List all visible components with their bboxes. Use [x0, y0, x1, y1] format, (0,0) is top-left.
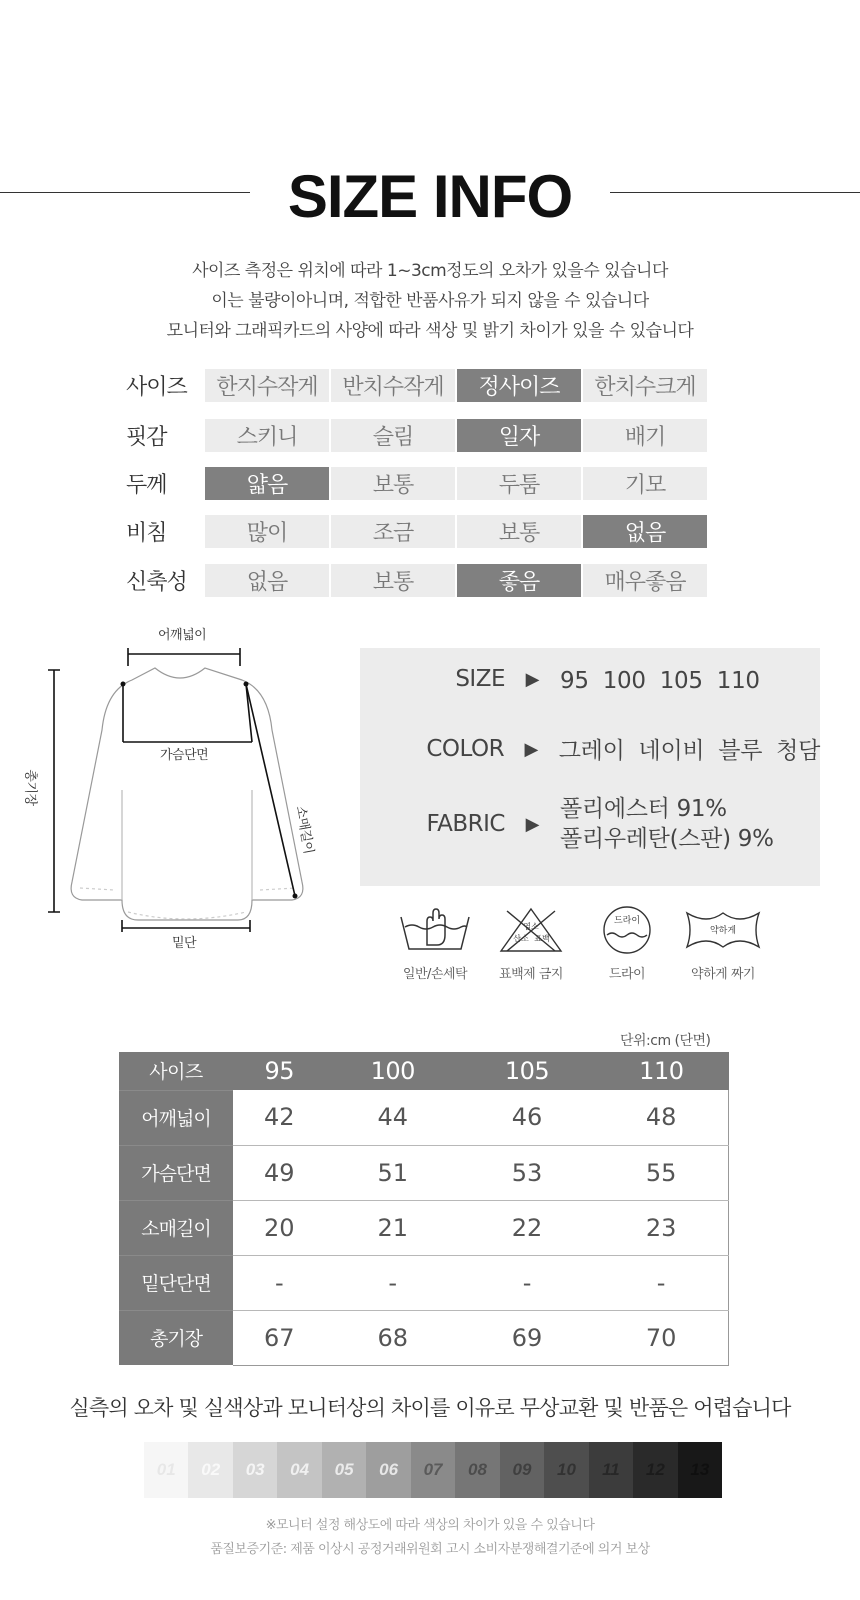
attribute-option: 한치수크게 — [583, 369, 707, 402]
label-chest: 가슴단면 — [160, 748, 209, 763]
attribute-options — [205, 369, 709, 402]
care-wash — [380, 905, 490, 982]
swatch-cell: 05 — [322, 1442, 366, 1498]
table-cell: - — [594, 1255, 728, 1310]
attribute-row — [120, 563, 709, 597]
table-row — [119, 1310, 729, 1365]
table-row — [119, 1255, 729, 1310]
spec-row-fabric — [360, 794, 820, 854]
table-cell: 48 — [594, 1090, 728, 1145]
color-swatch-strip — [144, 1442, 722, 1498]
attribute-label: 두께 — [126, 472, 167, 498]
care-dry-label: 드라이 — [608, 967, 646, 982]
table-row-label: 밑단단면 — [119, 1255, 233, 1310]
attribute-label: 핏감 — [126, 424, 167, 450]
table-cell: 21 — [326, 1200, 460, 1255]
table-unit: 단위:cm (단면) — [620, 1033, 711, 1049]
spec-key-size: SIZE — [455, 666, 505, 692]
attribute-option: 많이 — [205, 515, 329, 548]
attribute-label: 사이즈 — [126, 374, 187, 400]
dry-clean-icon — [587, 905, 667, 955]
table-cell: 51 — [326, 1145, 460, 1200]
attribute-option: 반치수작게 — [331, 369, 455, 402]
swatch-cell: 06 — [366, 1442, 410, 1498]
table-header-cell: 사이즈 — [119, 1052, 233, 1090]
gentle-wring-icon — [683, 905, 763, 955]
swatch-cell: 09 — [500, 1442, 544, 1498]
attribute-option: 보통 — [331, 467, 455, 500]
note-line: 모니터와 그래픽카드의 사양에 따라 색상 및 밝기 차이가 있을 수 있습니다 — [166, 321, 694, 341]
swatch-cell: 01 — [144, 1442, 188, 1498]
bleach-right-text: 표백 — [534, 934, 550, 943]
swatch-cell: 03 — [233, 1442, 277, 1498]
swatch-cell: 10 — [544, 1442, 588, 1498]
attribute-label: 신축성 — [126, 569, 187, 595]
triangle-right-icon: ▶ — [525, 814, 540, 835]
fabric-line: 폴리에스터 91% — [560, 796, 727, 822]
table-cell: - — [326, 1255, 460, 1310]
size-table — [119, 1052, 729, 1366]
spec-row-size — [360, 666, 820, 696]
swatch-cell: 08 — [455, 1442, 499, 1498]
attribute-options — [205, 467, 709, 500]
attribute-row — [120, 418, 709, 452]
attribute-option: 매우좋음 — [583, 564, 707, 597]
attribute-option-selected: 얇음 — [205, 467, 329, 500]
table-cell: 67 — [233, 1310, 326, 1365]
attribute-options — [205, 419, 709, 452]
attribute-option: 두툼 — [457, 467, 581, 500]
attribute-option-selected: 없음 — [583, 515, 707, 548]
table-cell: 49 — [233, 1145, 326, 1200]
table-cell: 55 — [594, 1145, 728, 1200]
triangle-right-icon: ▶ — [524, 739, 539, 760]
table-row — [119, 1145, 729, 1200]
attribute-label: 비침 — [126, 520, 167, 546]
table-row — [119, 1200, 729, 1255]
table-cell: 20 — [233, 1200, 326, 1255]
attribute-option: 배기 — [583, 419, 707, 452]
table-cell: 42 — [233, 1090, 326, 1145]
swatch-cell: 04 — [277, 1442, 321, 1498]
dry-inner-text: 드라이 — [613, 916, 641, 926]
spec-key-color: COLOR — [426, 736, 505, 762]
care-dry — [572, 905, 682, 982]
table-header-cell: 100 — [326, 1052, 460, 1090]
attribute-option: 한지수작게 — [205, 369, 329, 402]
care-bleach — [476, 905, 586, 982]
attribute-row — [120, 466, 709, 500]
bleach-top-text: 염소 — [523, 922, 539, 931]
care-wring-label: 약하게 짜기 — [691, 967, 755, 982]
spec-key-fabric: FABRIC — [426, 811, 505, 837]
swatch-cell: 02 — [188, 1442, 232, 1498]
bleach-left-text: 산소 — [513, 934, 529, 943]
spec-val-fabric — [560, 794, 774, 854]
note-line: 사이즈 측정은 위치에 따라 1~3cm정도의 오차가 있을수 있습니다 — [192, 261, 668, 281]
attribute-option: 스키니 — [205, 419, 329, 452]
swatch-cell: 12 — [633, 1442, 677, 1498]
sweater-outline-icon — [20, 620, 340, 960]
table-cell: 68 — [326, 1310, 460, 1365]
wring-inner-text: 약하게 — [709, 926, 737, 936]
table-cell: 22 — [460, 1200, 594, 1255]
label-hem: 밑단 — [172, 936, 197, 951]
attribute-option-selected: 일자 — [457, 419, 581, 452]
swatch-cell: 13 — [678, 1442, 722, 1498]
garment-diagram — [20, 620, 340, 960]
table-row-label: 가슴단면 — [119, 1145, 233, 1200]
table-cell: 44 — [326, 1090, 460, 1145]
label-shoulder: 어깨넓이 — [158, 628, 207, 643]
attribute-option: 조금 — [331, 515, 455, 548]
table-row — [119, 1090, 729, 1145]
table-row-label: 어깨넓이 — [119, 1090, 233, 1145]
table-cell: 23 — [594, 1200, 728, 1255]
spec-val-color: 그레이 네이비 블루 청담 — [558, 738, 820, 764]
swatch-cell: 11 — [589, 1442, 633, 1498]
note-line: 이는 불량이아니며, 적합한 반품사유가 되지 않을 수 있습니다 — [211, 291, 649, 311]
attribute-options — [205, 564, 709, 597]
attribute-option: 보통 — [331, 564, 455, 597]
attribute-option: 기모 — [583, 467, 707, 500]
table-cell: 70 — [594, 1310, 728, 1365]
attribute-options — [205, 515, 709, 548]
no-bleach-icon — [491, 905, 571, 955]
swatch-cell: 07 — [411, 1442, 455, 1498]
attribute-option-selected: 정사이즈 — [457, 369, 581, 402]
footer-note: ※모니터 설정 해상도에 따라 색상의 차이가 있을 수 있습니다 — [265, 1518, 595, 1533]
attribute-option-selected: 좋음 — [457, 564, 581, 597]
table-row-label: 총기장 — [119, 1310, 233, 1365]
table-body — [119, 1090, 729, 1365]
attribute-option: 보통 — [457, 515, 581, 548]
table-cell: - — [460, 1255, 594, 1310]
exchange-notice: 실측의 오차 및 실색상과 모니터상의 차이를 이유로 무상교환 및 반품은 어렵습니다 — [69, 1396, 791, 1420]
attribute-option: 슬림 — [331, 419, 455, 452]
care-wash-label: 일반/손세탁 — [402, 967, 468, 982]
hand-wash-icon — [395, 905, 475, 955]
spec-val-size: 95 100 105 110 — [560, 668, 760, 694]
care-wring — [668, 905, 778, 982]
triangle-right-icon: ▶ — [525, 669, 540, 690]
table-cell: - — [233, 1255, 326, 1310]
care-bleach-label: 표백제 금지 — [499, 967, 563, 982]
table-cell: 46 — [460, 1090, 594, 1145]
table-cell: 69 — [460, 1310, 594, 1365]
size-notes — [0, 256, 860, 346]
table-header-cell: 105 — [460, 1052, 594, 1090]
table-header-row — [119, 1052, 729, 1090]
spec-panel — [360, 648, 820, 886]
table-row-label: 소매길이 — [119, 1200, 233, 1255]
attribute-option: 없음 — [205, 564, 329, 597]
label-sleeve: 소매길이 — [292, 804, 316, 855]
table-header-cell: 110 — [594, 1052, 728, 1090]
label-total-length: 총기장 — [22, 769, 38, 806]
fabric-line: 폴리우레탄(스판) 9% — [560, 826, 774, 852]
footer-note: 품질보증기준: 제품 이상시 공정거래위원회 고시 소비자분쟁해결기준에 의거 보상 — [210, 1542, 650, 1557]
table-header-cell: 95 — [233, 1052, 326, 1090]
attribute-row — [120, 368, 709, 402]
table-cell: 53 — [460, 1145, 594, 1200]
spec-row-color — [360, 736, 820, 766]
page-title: SIZE INFO — [287, 163, 573, 230]
attribute-row — [120, 514, 709, 548]
